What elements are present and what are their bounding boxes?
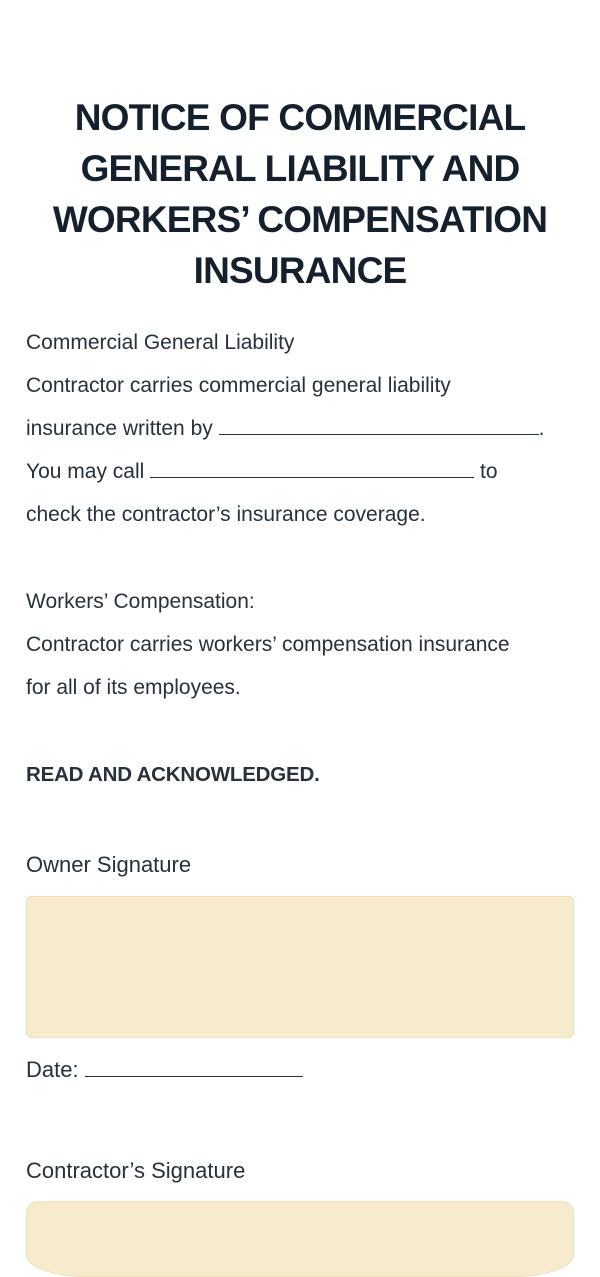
- owner-date-row: [26, 1056, 303, 1084]
- call-prefix: You may call: [26, 460, 145, 483]
- owner-date-blank[interactable]: [85, 1058, 303, 1077]
- insurer-prefix: insurance written by: [26, 417, 213, 440]
- owner-signature-pad[interactable]: [26, 896, 574, 1038]
- acknowledgement-text: READ AND ACKNOWLEDGED.: [26, 763, 320, 786]
- insurer-name-blank[interactable]: [219, 416, 539, 435]
- title-line-2: GENERAL LIABILITY AND: [80, 148, 520, 189]
- title-line-1: NOTICE OF COMMERCIAL: [74, 97, 526, 138]
- owner-date-label: Date:: [26, 1057, 79, 1082]
- cgl-heading: Commercial General Liability: [26, 331, 295, 354]
- insurer-suffix: .: [538, 417, 545, 440]
- page-title: [20, 92, 580, 296]
- insurer-phone-blank[interactable]: [150, 459, 474, 478]
- wc-text-line-1: Contractor carries workers’ compensation insurance: [26, 633, 510, 656]
- cgl-text-line-3: [26, 458, 498, 486]
- wc-heading: Workers’ Compensation:: [26, 590, 255, 613]
- contractor-signature-pad[interactable]: [26, 1201, 574, 1277]
- contractor-signature-label: Contractor’s Signature: [26, 1158, 246, 1183]
- cgl-text-line-2: [26, 415, 544, 443]
- title-line-3: WORKERS’ COMPENSATION: [52, 199, 548, 240]
- call-suffix: to: [479, 460, 498, 483]
- cgl-text-line-1: Contractor carries commercial general liability: [26, 374, 451, 397]
- owner-signature-label: Owner Signature: [26, 852, 192, 877]
- cgl-text-line-4: check the contractor’s insurance coverage.: [26, 503, 426, 526]
- title-line-4: INSURANCE: [193, 250, 407, 291]
- wc-text-line-2: for all of its employees.: [26, 676, 241, 699]
